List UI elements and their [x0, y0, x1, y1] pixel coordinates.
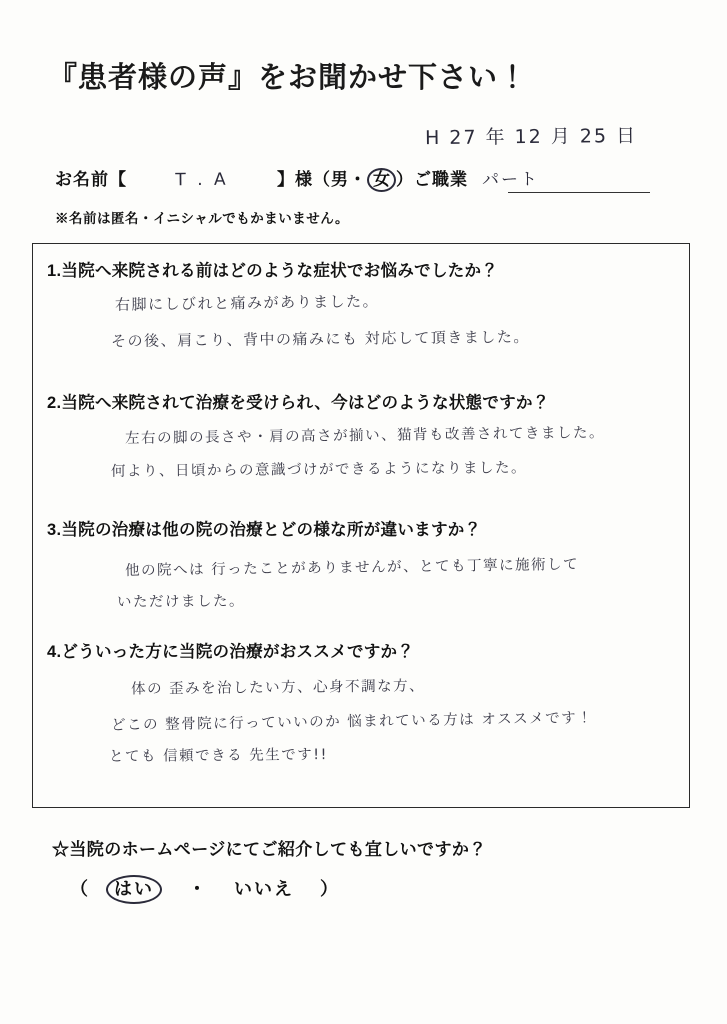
question-4-text: 4.どういった方に当院の治療がおススメですか？: [47, 643, 415, 661]
question-2-text: 2.当院へ来院されて治療を受けられ、今はどのような状態ですか？: [47, 394, 550, 412]
choice-separator: ・: [188, 879, 208, 899]
question-1-text: 1.当院へ来院される前はどのような症状でお悩みでしたか？: [47, 262, 499, 280]
answer-4-line-2: どこの 整骨院に行っていいのか 悩まれている方は オススメです！: [110, 710, 594, 734]
answer-1-line-1: 右脚にしびれと痛みがありました。: [114, 292, 380, 314]
occupation-underline: [508, 192, 650, 193]
open-paren: （: [70, 879, 90, 899]
handwritten-name-value: T . A: [175, 169, 229, 191]
answer-2-line-1: 左右の脚の長さや・肩の高さが揃い、猫背も改善されてきました。: [124, 425, 606, 447]
anonymous-note: ※名前は匿名・イニシャルでもかまいません。: [55, 211, 349, 226]
question-3-text: 3.当院の治療は他の院の治療とどの様な所が違いますか？: [47, 521, 482, 539]
close-paren: ）: [320, 879, 340, 899]
answer-4-line-3: とても 信頼できる 先生です!!: [108, 747, 328, 765]
answer-4-line-1: 体の 歪みを治したい方、心身不調な方、: [130, 678, 426, 698]
answer-1-line-2: その後、肩こり、背中の痛みにも 対応して頂きました。: [110, 327, 530, 351]
occupation-label: ）ご職業: [396, 170, 468, 189]
choice-yes-circled: はい: [106, 875, 162, 904]
name-label-open: お名前【: [55, 170, 127, 189]
answer-2-line-2: 何より、日頃からの意識づけができるようになりました。: [110, 460, 528, 480]
homepage-permission-question: ☆当院のホームページにてご紹介しても宜しいですか？: [52, 840, 487, 859]
questions-box: [32, 243, 690, 808]
answer-3-line-2: いただけました。: [116, 593, 246, 611]
answer-3-line-1: 他の院へは 行ったことがありませんが、とても丁寧に施術して: [124, 556, 580, 580]
choice-no: いいえ: [234, 879, 294, 899]
gender-selected-circle: 女: [367, 168, 396, 192]
name-and-occupation-row: [55, 165, 675, 192]
name-label-close: 】様（男・: [277, 170, 367, 189]
handwritten-occupation-value: パート: [481, 169, 540, 191]
homepage-permission-choices: [70, 875, 340, 904]
page-title: 『患者様の声』をお聞かせ下さい！: [48, 62, 529, 94]
handwritten-date: H 27 年 12 月 25 日: [424, 124, 638, 150]
